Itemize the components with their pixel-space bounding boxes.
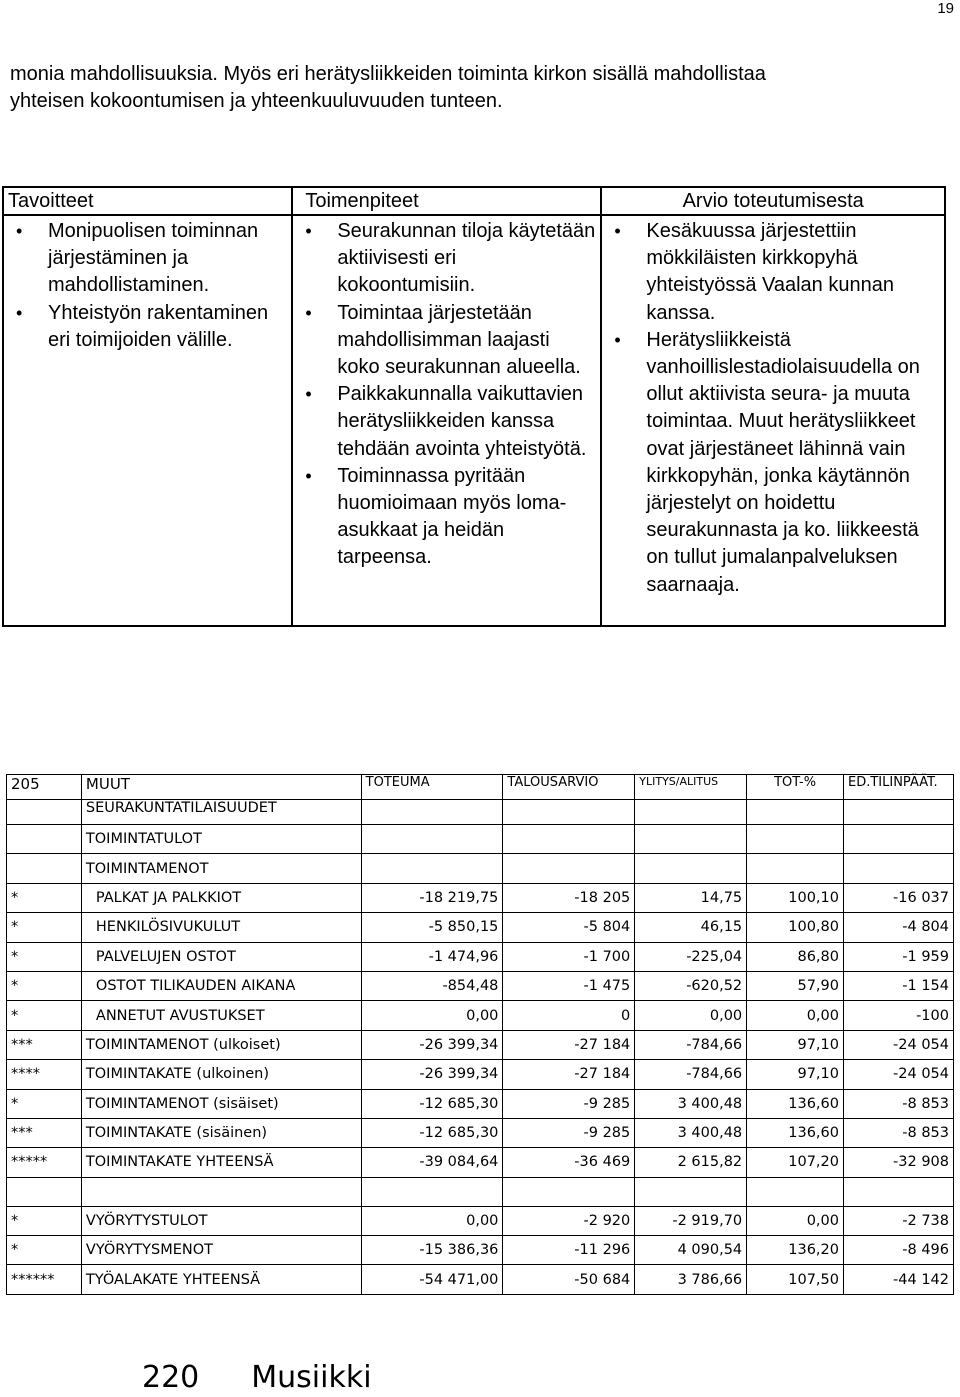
row-marker: **** — [7, 1060, 82, 1089]
evaluation-header: Arvio toteutumisesta — [601, 187, 945, 215]
evaluation-item: • Kesäkuussa järjestettiin mökkiläisten kirkkopyhä yhteistyössä Vaalan kunnan kanssa. — [606, 218, 940, 327]
actions-cell — [292, 215, 601, 626]
row-marker: * — [7, 1236, 82, 1265]
page-number: 19 — [937, 0, 954, 17]
row-label: PALKAT JA PALKKIOT — [81, 883, 361, 912]
row-value: 136,60 — [747, 1118, 844, 1147]
row-value: 0,00 — [747, 1206, 844, 1235]
table-row — [7, 942, 954, 971]
row-value: 86,80 — [747, 942, 844, 971]
row-marker: * — [7, 913, 82, 942]
row-value: -1 475 — [503, 971, 635, 1000]
table-row — [7, 1265, 954, 1294]
row-value: -784,66 — [635, 1060, 747, 1089]
row-label: TOIMINTAKATE (ulkoinen) — [81, 1060, 361, 1089]
row-value: -32 908 — [844, 1148, 954, 1177]
row-label: TOIMINTAMENOT (ulkoiset) — [81, 1030, 361, 1059]
row-value: -620,52 — [635, 971, 747, 1000]
row-value: -5 850,15 — [361, 913, 503, 942]
row-label: TYÖALAKATE YHTEENSÄ — [81, 1265, 361, 1294]
row-label: OSTOT TILIKAUDEN AIKANA — [81, 971, 361, 1000]
row-value: 4 090,54 — [635, 1236, 747, 1265]
section-label-income: TOIMINTATULOT — [81, 825, 361, 854]
row-value: 97,10 — [747, 1060, 844, 1089]
table-row — [7, 1089, 954, 1118]
table-row — [7, 1148, 954, 1177]
row-value: 107,50 — [747, 1265, 844, 1294]
row-value: -8 853 — [844, 1118, 954, 1147]
section-label-expense: TOIMINTAMENOT — [81, 854, 361, 883]
row-value: -4 804 — [844, 913, 954, 942]
goals-body-row — [3, 215, 945, 626]
action-item: • Paikkakunnalla vaikuttavien herätysliikkeiden kanssa tehdään avointa yhteistyötä. — [297, 381, 596, 463]
column-header-talousarvio: TALOUSARVIO — [503, 775, 635, 800]
row-value: 0,00 — [361, 1206, 503, 1235]
row-value: 3 400,48 — [635, 1118, 747, 1147]
table-row — [7, 883, 954, 912]
row-value: -2 738 — [844, 1206, 954, 1235]
row-value: -8 853 — [844, 1089, 954, 1118]
table-row — [7, 971, 954, 1000]
spacer-row — [7, 1177, 954, 1206]
finance-title-row — [7, 800, 954, 825]
row-value: -54 471,00 — [361, 1265, 503, 1294]
row-value: 0,00 — [635, 1001, 747, 1030]
finance-header-row — [7, 775, 954, 800]
goal-item: • Yhteistyön rakentaminen eri toimijoiden välille. — [8, 300, 287, 354]
row-value: -15 386,36 — [361, 1236, 503, 1265]
row-value: -9 285 — [503, 1118, 635, 1147]
table-row — [7, 1118, 954, 1147]
intro-line: yhteisen kokoontumisen ja yhteenkuuluvuuden tunteen. — [10, 90, 503, 112]
row-value: -18 205 — [503, 883, 635, 912]
row-value: -8 496 — [844, 1236, 954, 1265]
table-row — [7, 1001, 954, 1030]
row-value: -9 285 — [503, 1089, 635, 1118]
goals-list — [8, 218, 287, 354]
row-value: -26 399,34 — [361, 1030, 503, 1059]
row-label: ANNETUT AVUSTUKSET — [81, 1001, 361, 1030]
row-value: 3 400,48 — [635, 1089, 747, 1118]
row-label: TOIMINTAMENOT (sisäiset) — [81, 1089, 361, 1118]
goal-item: • Monipuolisen toiminnan järjestäminen ja mahdollistaminen. — [8, 218, 287, 300]
row-value: -1 474,96 — [361, 942, 503, 971]
row-value: -26 399,34 — [361, 1060, 503, 1089]
row-label: HENKILÖSIVUKULUT — [81, 913, 361, 942]
row-label: TOIMINTAKATE (sisäinen) — [81, 1118, 361, 1147]
row-value: 46,15 — [635, 913, 747, 942]
evaluation-cell — [601, 215, 945, 626]
row-value: 97,10 — [747, 1030, 844, 1059]
row-marker: ****** — [7, 1265, 82, 1294]
column-header-ed-tilinpaat: ED.TILINPÄÄT. — [844, 775, 954, 800]
row-value: -100 — [844, 1001, 954, 1030]
table-row — [7, 1060, 954, 1089]
table-row — [7, 1030, 954, 1059]
row-marker: ***** — [7, 1148, 82, 1177]
row-marker: * — [7, 971, 82, 1000]
row-value: 136,60 — [747, 1089, 844, 1118]
row-value: 0,00 — [747, 1001, 844, 1030]
table-row — [7, 1236, 954, 1265]
row-value: -1 959 — [844, 942, 954, 971]
row-value: -24 054 — [844, 1060, 954, 1089]
account-code: 205 — [7, 775, 82, 800]
action-item: • Seurakunnan tiloja käytetään aktiivisesti eri kokoontumisiin. — [297, 218, 596, 300]
row-marker: *** — [7, 1030, 82, 1059]
goals-cell — [3, 215, 292, 626]
action-item: • Toimintaa järjestetään mahdollisimman laajasti koko seurakunnan alueella. — [297, 300, 596, 382]
row-value: -225,04 — [635, 942, 747, 971]
row-marker: * — [7, 883, 82, 912]
row-value: 107,20 — [747, 1148, 844, 1177]
row-value: -784,66 — [635, 1030, 747, 1059]
row-value: -12 685,30 — [361, 1118, 503, 1147]
next-section-heading — [142, 1360, 372, 1395]
row-value: -39 084,64 — [361, 1148, 503, 1177]
goals-header-row — [3, 187, 945, 215]
row-value: 100,10 — [747, 883, 844, 912]
row-value: -11 296 — [503, 1236, 635, 1265]
row-value: -50 684 — [503, 1265, 635, 1294]
goals-table — [2, 186, 946, 627]
table-row — [7, 913, 954, 942]
row-label: VYÖRYTYSTULOT — [81, 1206, 361, 1235]
row-value: -2 920 — [503, 1206, 635, 1235]
row-value: -854,48 — [361, 971, 503, 1000]
column-header-tot-percent: TOT-% — [747, 775, 844, 800]
row-value: -24 054 — [844, 1030, 954, 1059]
column-header-ylitys-alitus: YLITYS/ALITUS — [635, 775, 747, 800]
finance-table — [6, 774, 954, 1295]
row-value: -27 184 — [503, 1060, 635, 1089]
row-value: -2 919,70 — [635, 1206, 747, 1235]
row-value: 136,20 — [747, 1236, 844, 1265]
row-value: -5 804 — [503, 913, 635, 942]
row-value: -44 142 — [844, 1265, 954, 1294]
row-marker: * — [7, 1206, 82, 1235]
row-label: VYÖRYTYSMENOT — [81, 1236, 361, 1265]
row-value: -27 184 — [503, 1030, 635, 1059]
evaluation-item: • Herätysliikkeistä vanhoillislestadiolaisuudella on ollut aktiivista seura- ja muuta toimintaa. Muut herätysliikkeet ovat järjestäneet lähinnä vain kirkkopyhän, jonka käytännön järjestelyt on hoidettu seurakunnasta ja ko. liikkeestä on tullut jumalanpalveluksen saarnaaja. — [606, 327, 940, 599]
row-value: -1 154 — [844, 971, 954, 1000]
next-section-code: 220 — [142, 1360, 200, 1395]
row-value: -12 685,30 — [361, 1089, 503, 1118]
section-row — [7, 825, 954, 854]
column-header-toteuma: TOTEUMA — [361, 775, 503, 800]
row-marker: *** — [7, 1118, 82, 1147]
row-value: 100,80 — [747, 913, 844, 942]
account-title: MUUT — [81, 775, 361, 800]
row-marker: * — [7, 942, 82, 971]
row-label: PALVELUJEN OSTOT — [81, 942, 361, 971]
row-value: 0,00 — [361, 1001, 503, 1030]
table-row — [7, 1206, 954, 1235]
row-value: -16 037 — [844, 883, 954, 912]
row-marker: * — [7, 1001, 82, 1030]
next-section-title: Musiikki — [251, 1360, 372, 1395]
row-marker: * — [7, 1089, 82, 1118]
row-label: TOIMINTAKATE YHTEENSÄ — [81, 1148, 361, 1177]
row-value: 3 786,66 — [635, 1265, 747, 1294]
row-value: -1 700 — [503, 942, 635, 971]
goals-header: Tavoitteet — [3, 187, 292, 215]
row-value: 57,90 — [747, 971, 844, 1000]
row-value: -18 219,75 — [361, 883, 503, 912]
intro-paragraph — [10, 61, 956, 115]
row-value: 0 — [503, 1001, 635, 1030]
actions-list — [297, 218, 596, 572]
row-value: 2 615,82 — [635, 1148, 747, 1177]
section-row — [7, 854, 954, 883]
row-value: 14,75 — [635, 883, 747, 912]
intro-line: monia mahdollisuuksia. Myös eri herätysliikkeiden toiminta kirkon sisällä mahdollistaa — [10, 63, 766, 85]
action-item: • Toiminnassa pyritään huomioimaan myös loma-asukkaat ja heidän tarpeensa. — [297, 463, 596, 572]
evaluation-list — [606, 218, 940, 599]
actions-header: Toimenpiteet — [292, 187, 601, 215]
row-value: -36 469 — [503, 1148, 635, 1177]
account-title-line2: SEURAKUNTATILAISUUDET — [81, 800, 361, 825]
